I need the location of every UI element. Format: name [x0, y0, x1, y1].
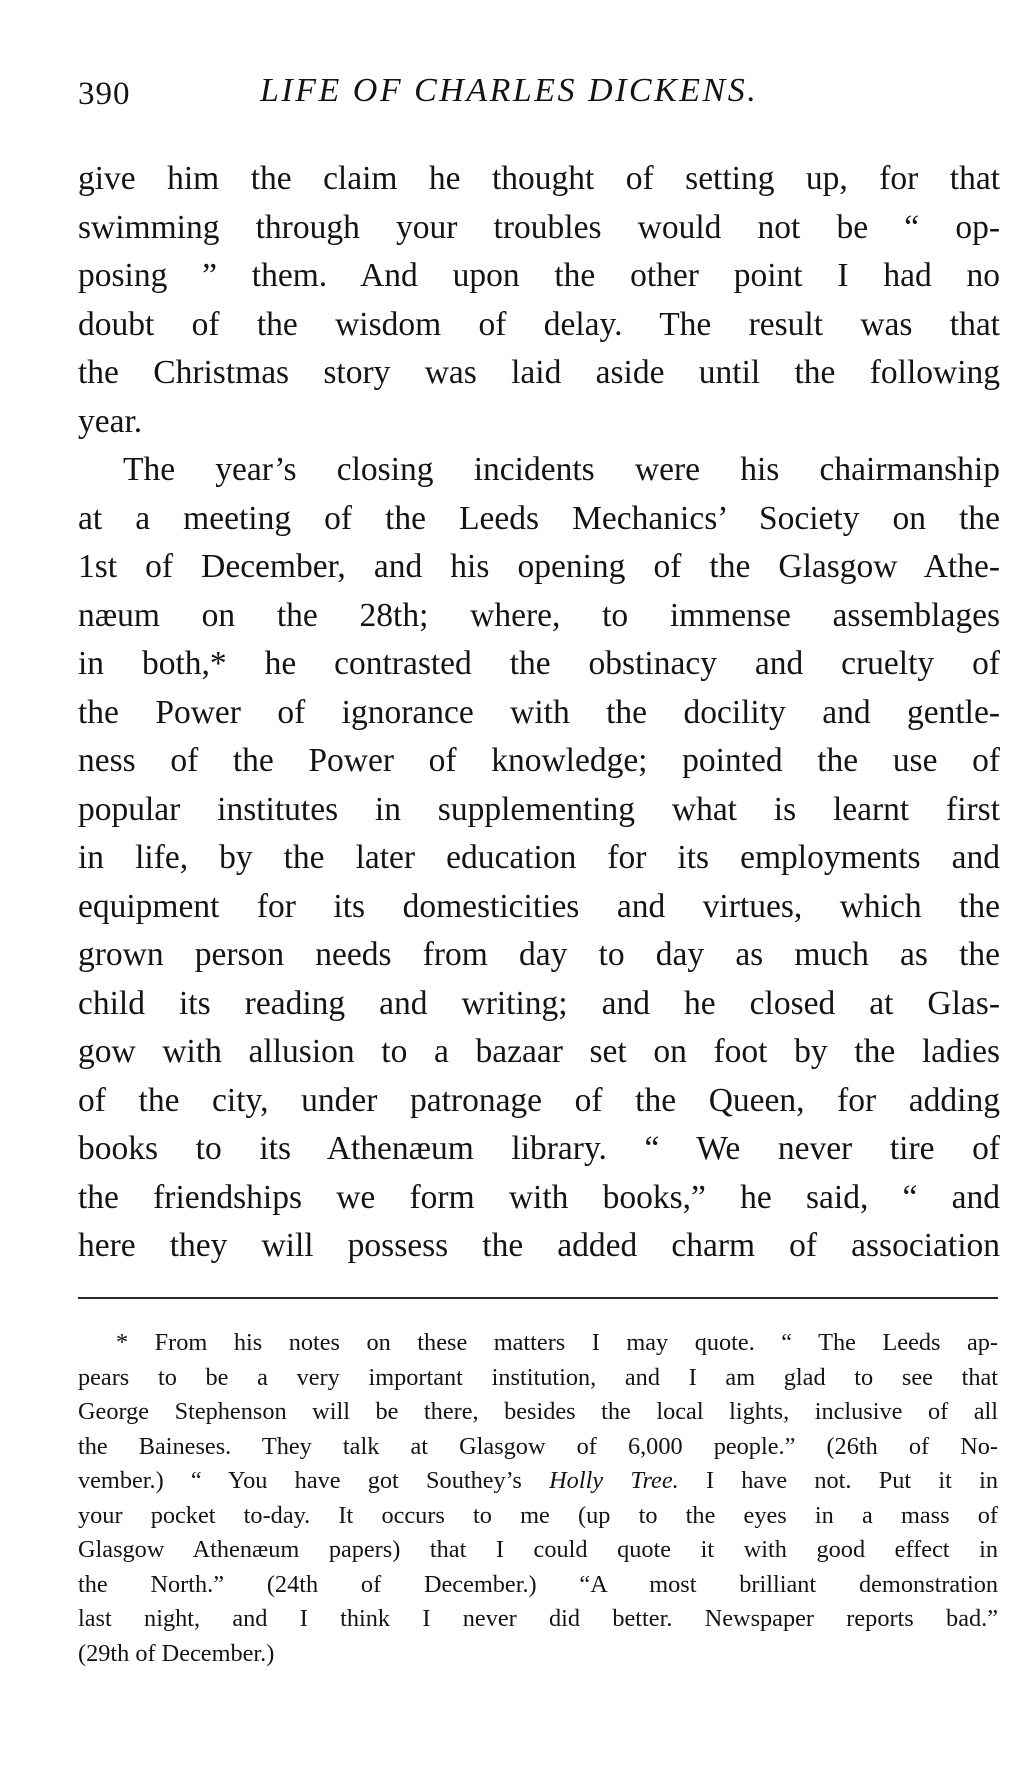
main-text: [78, 155, 1000, 1271]
footnote-line: * From his notes on these matters I may quote. “ The Leeds ap-: [116, 1329, 998, 1356]
text-line: here they will possess the added charm of association: [78, 1227, 1000, 1264]
text-line: the Power of ignorance with the docility and gentle-: [78, 693, 1000, 731]
page-number: 390: [78, 76, 131, 112]
text-line: give him the claim he thought of setting up, for that: [78, 160, 1000, 197]
footnote-line: pears to be a very important institution, and I am glad to see that: [78, 1363, 998, 1391]
text-line: of the city, under patronage of the Queen, for adding: [78, 1081, 1000, 1119]
footnote: [78, 1326, 998, 1671]
text-line: books to its Athenæum library. “ We never tire of: [78, 1130, 1000, 1167]
text-line: year.: [78, 402, 143, 440]
footnote-line: George Stephenson will be there, besides the local lights, inclusive of all: [78, 1398, 998, 1425]
text-line: næum on the 28th; where, to immense assemblages: [78, 596, 1000, 634]
paragraph-1: [78, 155, 1000, 446]
text-line: at a meeting of the Leeds Mechanics’ Society on the: [78, 499, 1000, 537]
page-header: [78, 72, 958, 122]
running-title: LIFE OF CHARLES DICKENS.: [260, 72, 759, 109]
text-line: 1st of December, and his opening of the Glasgow Athe-: [78, 548, 1000, 585]
footnote-line: the North.” (24th of December.) “A most brilliant demonstration: [78, 1570, 998, 1598]
text-line: equipment for its domesticities and virtues, which the: [78, 887, 1000, 925]
footnote-line: the Baineses. They talk at Glasgow of 6,000 people.” (26th of No-: [78, 1432, 998, 1460]
book-title: Holly Tree.: [549, 1467, 679, 1494]
text-line: The year’s closing incidents were his chairmanship: [123, 451, 1000, 488]
footnote-line: (29th of December.): [78, 1639, 275, 1667]
footnote-line: last night, and I think I never did better. Newspaper reports bad.”: [78, 1605, 998, 1632]
footnote-line: Glasgow Athenæum papers) that I could quote it with good effect in: [78, 1536, 998, 1563]
text-line: in life, by the later education for its employments and: [78, 839, 1000, 876]
text-line: grown person needs from day to day as much as the: [78, 936, 1000, 973]
text-line: in both,* he contrasted the obstinacy and cruelty of: [78, 645, 1000, 682]
text-line: gow with allusion to a bazaar set on foot by the ladies: [78, 1033, 1000, 1070]
text-line: child its reading and writing; and he closed at Glas-: [78, 984, 1000, 1022]
footnote-line: your pocket to-day. It occurs to me (up to the eyes in a mass of: [78, 1501, 998, 1529]
text-line: the friendships we form with books,” he said, “ and: [78, 1178, 1000, 1216]
text-line: ness of the Power of knowledge; pointed the use of: [78, 742, 1000, 779]
paragraph-2: [78, 446, 1000, 1271]
footnote-line: [78, 1464, 998, 1499]
footnote-text: I have not. Put it in: [678, 1467, 998, 1494]
text-line: the Christmas story was laid aside until the following: [78, 354, 1000, 391]
text-line: posing ” them. And upon the other point I had no: [78, 257, 1000, 294]
footnote-text: vember.) “ You have got Southey’s: [78, 1467, 550, 1494]
text-line: popular institutes in supplementing what is learnt first: [78, 790, 1000, 828]
text-line: swimming through your troubles would not be “ op-: [78, 208, 1000, 246]
text-line: doubt of the wisdom of delay. The result was that: [78, 305, 1000, 343]
footnote-divider: [78, 1297, 998, 1299]
